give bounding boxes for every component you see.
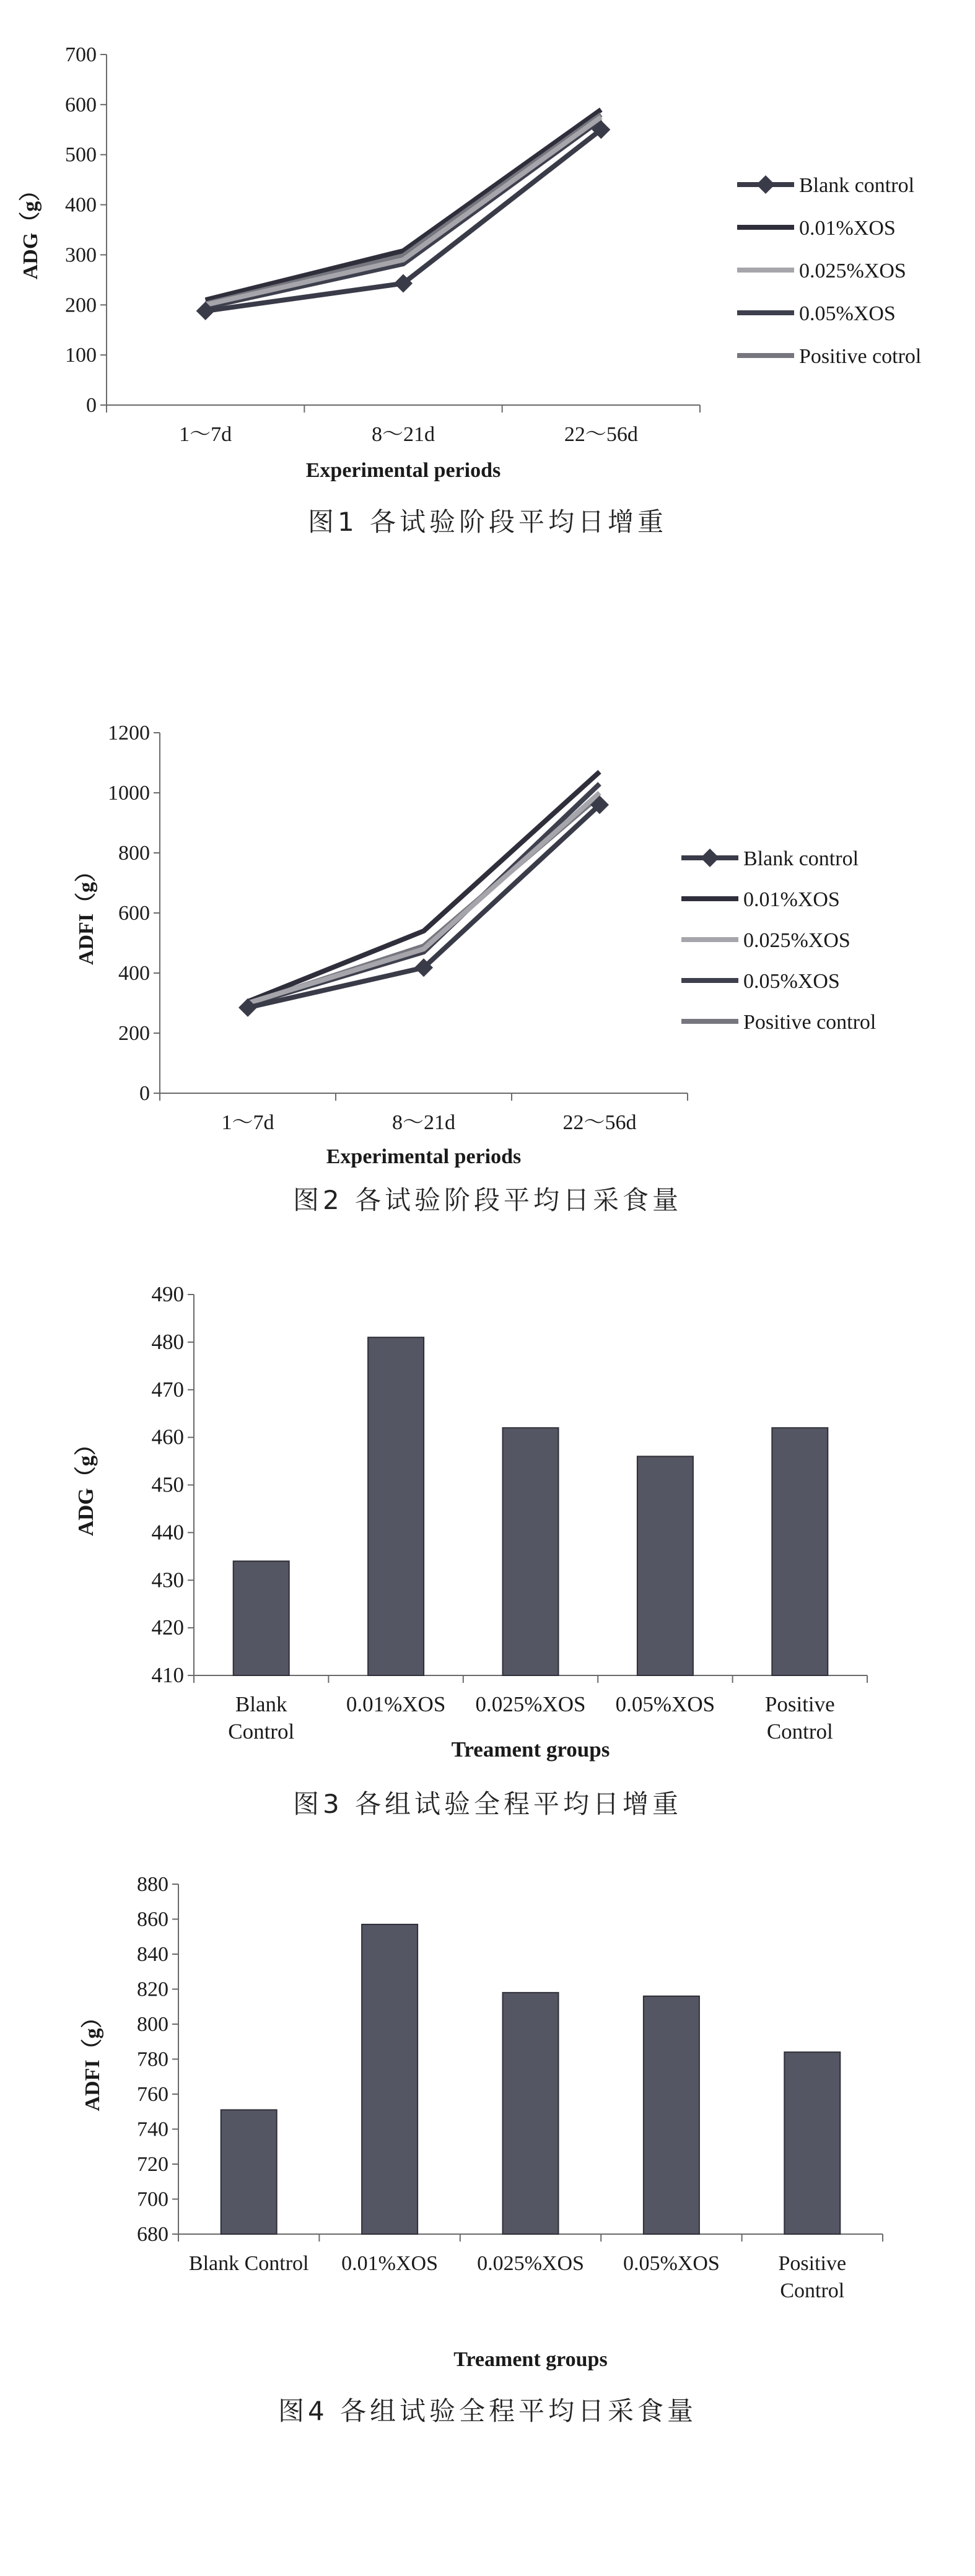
x-axis-title: Experimental periods (305, 459, 501, 482)
figure-4-caption: 图4 各组试验全程平均日采食量 (278, 2396, 697, 2426)
bar-4 (772, 1428, 828, 1675)
x-tick-label: 0.01%XOS (346, 1692, 446, 1716)
y-tick-label: 450 (151, 1472, 184, 1497)
bar-0 (221, 2110, 277, 2234)
legend-label: Positive control (743, 1011, 877, 1034)
y-tick-label: 820 (137, 1978, 168, 2001)
figure-1 (0, 25, 975, 545)
y-tick-label: 680 (137, 2223, 168, 2246)
y-tick-label: 760 (137, 2083, 168, 2106)
x-axis-title: Treament groups (453, 2348, 608, 2371)
y-tick-label: 420 (151, 1615, 184, 1640)
x-tick-label: 22～56d (562, 1111, 637, 1134)
figure-4 (0, 1864, 975, 2434)
x-tick-label: 8～21d (392, 1111, 455, 1134)
y-axis-title: ADFI（g） (81, 2007, 104, 2111)
y-tick-label: 780 (137, 2048, 168, 2071)
y-tick-label: 600 (118, 902, 150, 925)
x-tick-label: Positive (764, 1692, 835, 1716)
y-tick-label: 700 (65, 43, 97, 66)
chart-adg-periods (0, 25, 975, 483)
y-tick-label: 0 (86, 394, 97, 417)
y-tick-label: 720 (137, 2153, 168, 2176)
x-axis-title: Experimental periods (326, 1145, 522, 1168)
x-tick-label: 0.05%XOS (623, 2252, 720, 2275)
series-line-1 (206, 110, 601, 300)
y-tick-label: 840 (137, 1943, 168, 1966)
y-tick-label: 0 (139, 1082, 150, 1105)
bar-2 (503, 1428, 559, 1675)
chart-adg-groups (0, 1270, 975, 1765)
x-axis-title: Treament groups (451, 1737, 610, 1762)
x-tick-label: 0.025%XOS (475, 1692, 586, 1716)
chart-adfi-periods (0, 700, 975, 1171)
y-axis-title: ADG（g） (74, 1433, 98, 1537)
y-tick-label: 480 (151, 1329, 184, 1354)
legend-label: 0.01%XOS (743, 888, 840, 911)
bar-4 (784, 2052, 840, 2234)
y-tick-label: 200 (118, 1022, 150, 1045)
y-tick-label: 700 (137, 2188, 168, 2211)
y-axis-title: ADG（g） (19, 180, 42, 280)
y-tick-label: 600 (65, 93, 97, 116)
figure-2-caption: 图2 各试验阶段平均日采食量 (292, 1185, 683, 1215)
x-tick-label: 8～21d (372, 423, 435, 446)
y-tick-label: 100 (65, 344, 97, 367)
figure-1-caption: 图1 各试验阶段平均日增重 (307, 507, 668, 537)
chart-adfi-groups (0, 1864, 975, 2372)
legend-marker (756, 175, 775, 194)
x-tick-label: Control (780, 2279, 845, 2302)
figure-3-caption: 图3 各组试验全程平均日增重 (292, 1789, 683, 1819)
y-tick-label: 430 (151, 1568, 184, 1592)
y-tick-label: 740 (137, 2118, 168, 2141)
x-tick-label: 1～7d (179, 423, 232, 446)
legend-marker (701, 849, 719, 867)
y-tick-label: 400 (65, 193, 97, 217)
x-tick-label: 0.05%XOS (615, 1692, 715, 1716)
y-axis-title: ADFI（g） (75, 860, 98, 966)
y-tick-label: 500 (65, 143, 97, 167)
y-tick-label: 800 (137, 2013, 168, 2036)
y-tick-label: 410 (151, 1663, 184, 1687)
bar-2 (503, 1993, 559, 2234)
legend-label: Blank control (799, 174, 915, 197)
x-tick-label: 22～56d (564, 423, 638, 446)
x-tick-label: Control (228, 1719, 295, 1744)
bar-1 (362, 1924, 418, 2234)
x-tick-label: 1～7d (221, 1111, 274, 1134)
bar-3 (644, 1996, 699, 2234)
y-tick-label: 200 (65, 294, 97, 317)
y-tick-label: 460 (151, 1425, 184, 1449)
y-tick-label: 860 (137, 1908, 168, 1931)
y-tick-label: 1000 (108, 782, 150, 805)
x-tick-label: Blank (235, 1692, 287, 1716)
legend-label: 0.025%XOS (743, 929, 850, 952)
y-tick-label: 300 (65, 243, 97, 267)
x-tick-label: 0.025%XOS (477, 2252, 584, 2275)
figure-3 (0, 1270, 975, 1827)
x-tick-label: 0.01%XOS (341, 2252, 439, 2275)
y-tick-label: 400 (118, 962, 150, 985)
bar-1 (368, 1337, 424, 1675)
legend-label: Blank control (743, 847, 859, 870)
bar-3 (637, 1456, 693, 1675)
legend-label: Positive cotrol (799, 345, 922, 368)
y-tick-label: 470 (151, 1377, 184, 1402)
legend-label: 0.05%XOS (743, 970, 840, 993)
y-tick-label: 440 (151, 1520, 184, 1545)
x-tick-label: Positive (778, 2252, 847, 2275)
y-tick-label: 800 (118, 842, 150, 865)
legend-label: 0.05%XOS (799, 302, 896, 325)
y-tick-label: 880 (137, 1873, 168, 1896)
legend-label: 0.025%XOS (799, 260, 906, 282)
figure-2 (0, 700, 975, 1233)
y-tick-label: 490 (151, 1282, 184, 1306)
legend-label: 0.01%XOS (799, 217, 896, 240)
x-tick-label: Blank Control (188, 2252, 309, 2275)
bar-0 (234, 1561, 289, 1676)
y-tick-label: 1200 (108, 722, 150, 744)
x-tick-label: Control (766, 1719, 833, 1744)
